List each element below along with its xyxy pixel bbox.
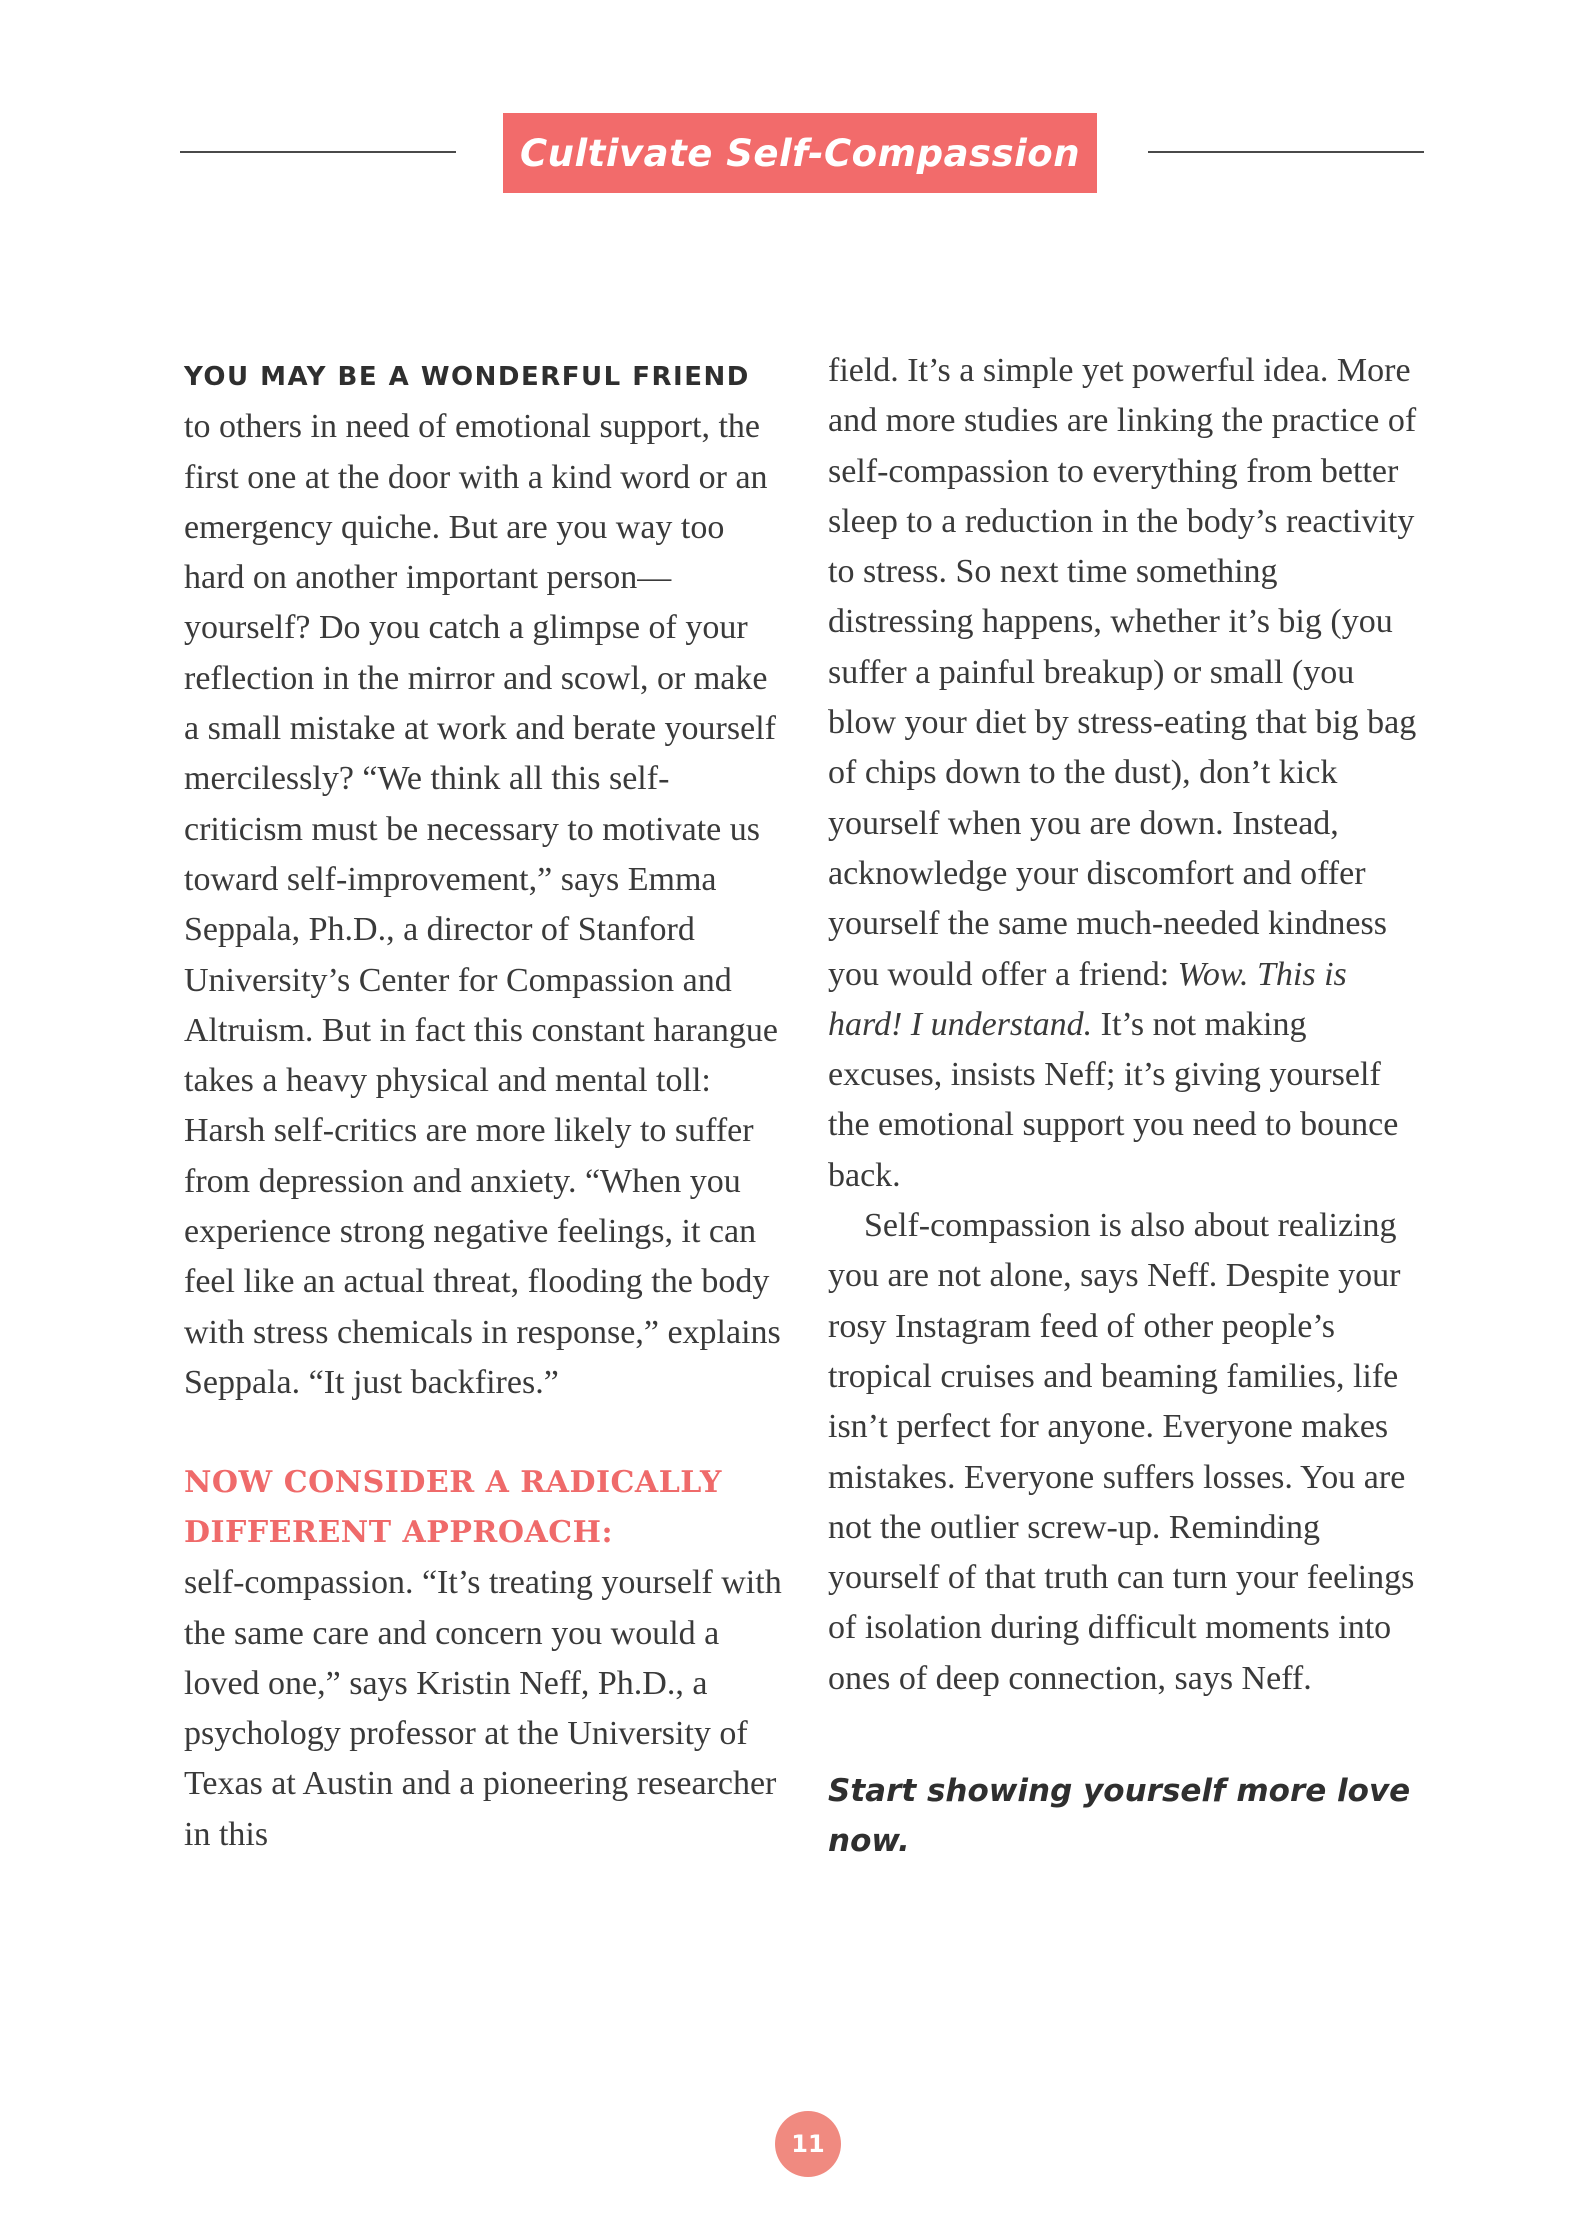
closing-callout: Start showing yourself more love now.: [828, 1773, 1411, 1860]
inner-voice-quote: Wow. This is hard! I understand.: [828, 955, 1347, 1043]
continuation-paragraph: [828, 346, 1428, 1201]
approach-paragraph: self-compassion. “It’s treating yourself with the same care and concern you would a loved one,” says Kristin Neff, Ph.D., a psychology professor at the University of Texas at Austin and a pioneering researcher in this: [184, 1564, 782, 1853]
lead-in: YOU MAY BE A WONDERFUL FRIEND: [184, 362, 750, 392]
not-alone-paragraph: Self-compassion is also about realizing you are not alone, says Neff. Despite your rosy Instagram feed of other people’s tropical cruises and beaming families, life isn’t perfect for anyone. Everyone makes mistakes. Everyone suffers losses. You are not the outlier screw-up. Reminding yourself of that truth can turn your feelings of isolation during difficult moments into ones of deep connection, says Neff.: [828, 1207, 1415, 1697]
right-column: [828, 346, 1428, 1866]
left-column: [184, 350, 784, 1860]
page-number-badge: 11: [775, 2111, 841, 2177]
header-rule-right: [1148, 151, 1424, 153]
section-banner: [503, 113, 1097, 193]
section-title: Cultivate Self-Compassion: [519, 131, 1081, 175]
intro-paragraph: [184, 350, 784, 1408]
continuation-text: field. It’s a simple yet powerful idea. More and more studies are linking the practice of self-compassion to everything from better sleep to a reduction in the body’s reactivity to stress. So next time something distressing happens, whether it’s big (you suffer a painful breakup) or small (you blow your diet by stress-eating that big bag of chips down to the dust), don’t kick yourself when you are down. Instead, acknowledge your discomfort and offer yourself the same much-needed kindness you would offer a friend:: [828, 352, 1417, 993]
intro-text: to others in need of emotional support, the first one at the door with a kind word or an emergency quiche. But are you way too hard on another important person—yourself? Do you catch a glimpse of your reflection in the mirror and scowl, or make a small mistake at work and berate yourself mercilessly? “We think all this self-criticism must be necessary to motivate us toward self-improvement,” says Emma Seppala, Ph.D., a director of Stanford University’s Center for Compassion and Altruism. But in fact this constant harangue takes a heavy physical and mental toll: Harsh self-critics are more likely to suffer from depression and anxiety. “When you experience strong negative feelings, it can feel like an actual threat, flooding the body with stress chemicals in response,” explains Seppala. “It just backfires.”: [184, 408, 781, 1401]
header-rule-left: [180, 151, 456, 153]
continuation-text-end: It’s not making excuses, insists Neff; it’s giving yourself the emotional support you need to bounce back.: [828, 1005, 1399, 1194]
subheading: NOW CONSIDER A RADICALLY DIFFERENT APPROACH:: [184, 1465, 722, 1551]
